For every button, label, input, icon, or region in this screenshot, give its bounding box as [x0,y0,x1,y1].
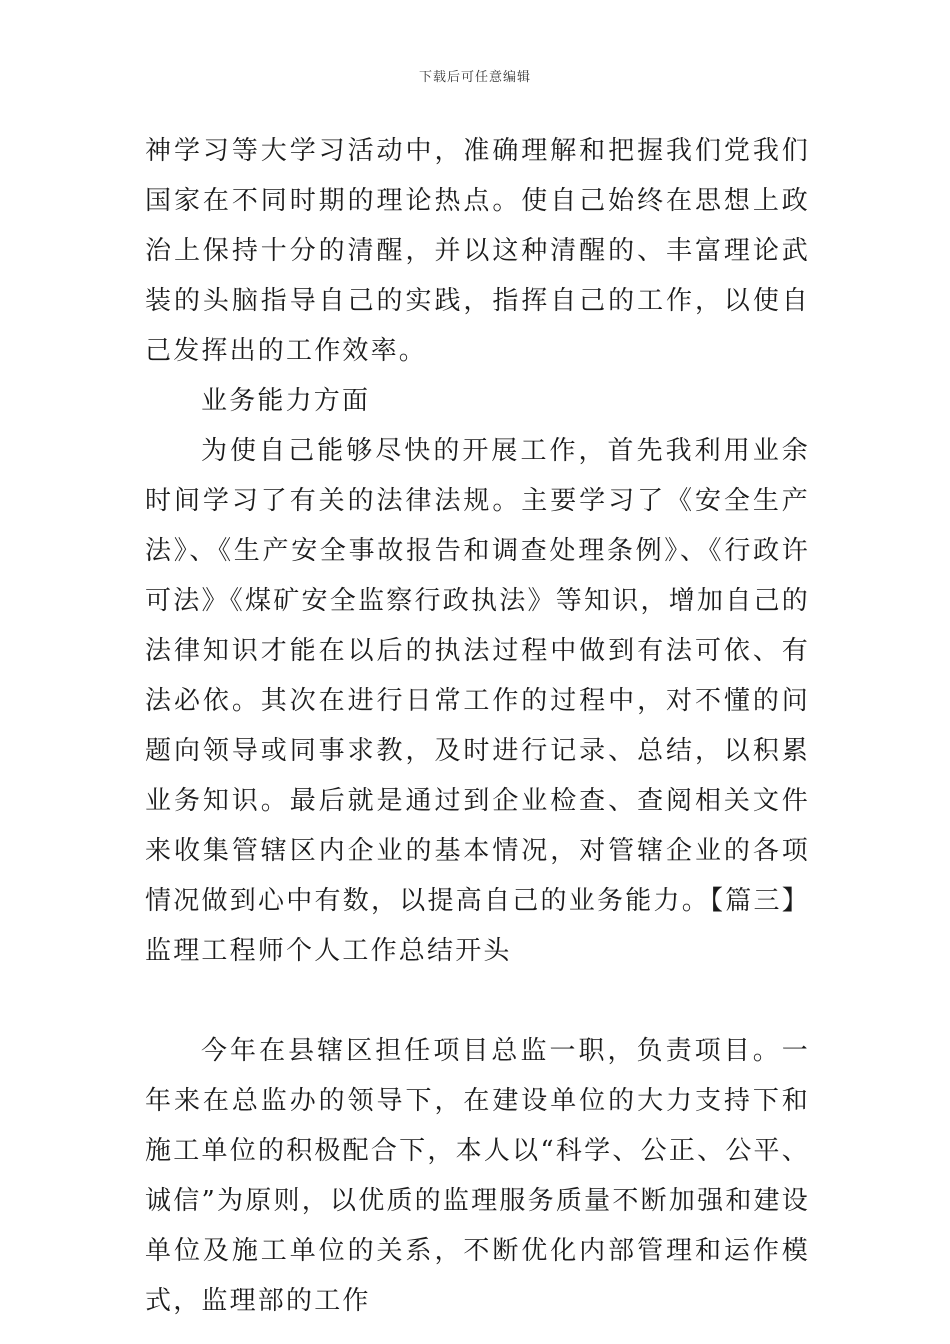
document-body [145,126,810,1326]
paragraph: 为使自己能够尽快的开展工作，首先我利用业余时间学习了有关的法律法规。主要学习了《安全生产法》、《生产安全事故报告和调查处理条例》、《行政许可法》《煤矿安全监察行政执法》等知识，增加自己的法律知识才能在以后的执法过程中做到有法可依、有法必依。其次在进行日常工作的过程中，对不懂的问题向领导或同事求教，及时进行记录、总结，以积累业务知识。最后就是通过到企业检查、查阅相关文件来收集管辖区内企业的基本情况，对管辖企业的各项情况做到心中有数，以提高自己的业务能力。【篇三】监理工程师个人工作总结开头 [145,436,810,966]
paragraph: 今年在县辖区担任项目总监一职，负责项目。一年来在总监办的领导下，在建设单位的大力支持下和施工单位的积极配合下，本人以“科学、公正、公平、诚信”为原则，以优质的监理服务质量不断加强和建设单位及施工单位的关系，不断优化内部管理和运作模式，监理部的工作 [145,1036,810,1316]
page-header-note: 下载后可任意编辑 [418,70,531,85]
paragraph-continuation: 神学习等大学习活动中，准确理解和把握我们党我们国家在不同时期的理论热点。使自己始终在思想上政治上保持十分的清醒，并以这种清醒的、丰富理论武装的头脑指导自己的实践，指挥自己的工作，以使自己发挥出的工作效率。 [145,136,810,366]
paragraph-spacer [145,976,810,1026]
section-heading: 业务能力方面 [201,386,371,416]
